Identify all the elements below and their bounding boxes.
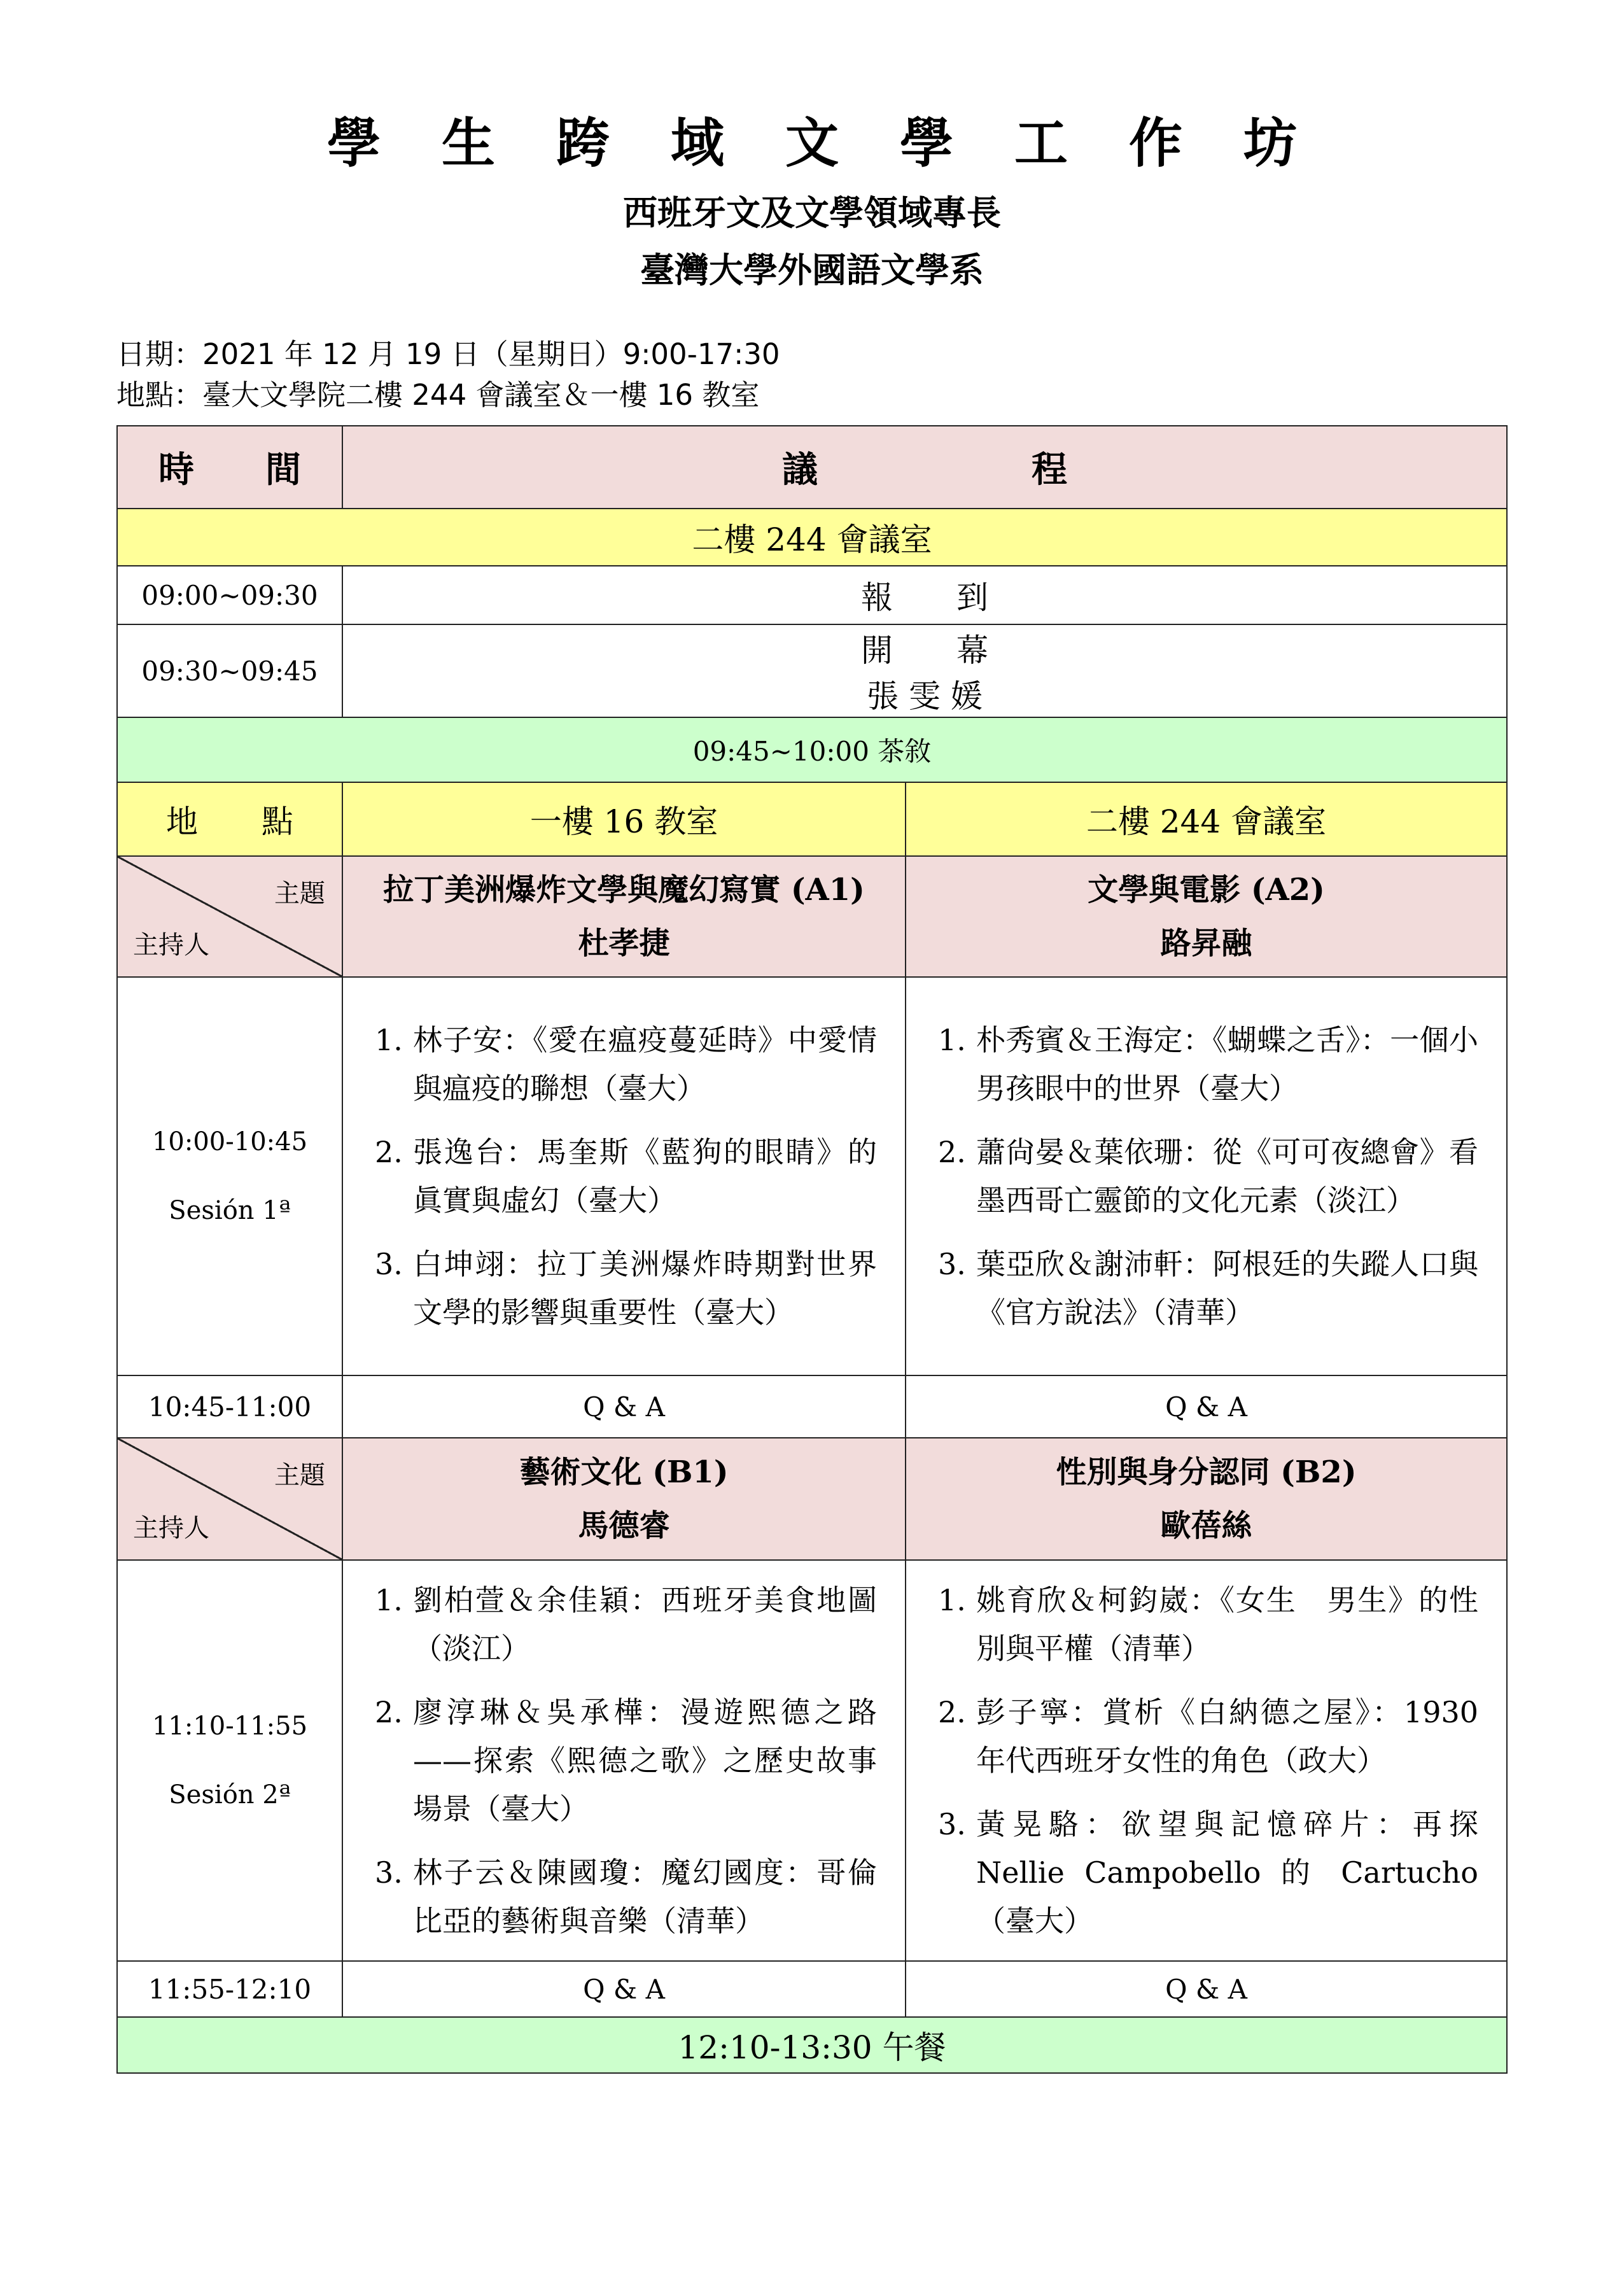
session1-a-host: 杜孝捷	[578, 925, 670, 961]
session2-b-host: 歐蓓絲	[1160, 1508, 1252, 1543]
header-agenda: 議 程	[342, 426, 1507, 509]
event-date: 日期：2021 年 12 月 19 日（星期日）9:00-17:30	[116, 337, 780, 371]
session2-qa-row	[117, 1961, 1507, 2017]
session2-a-host: 馬德睿	[578, 1508, 670, 1543]
topic-label: 主題	[274, 879, 325, 908]
opening-cell	[342, 624, 1507, 717]
location-label: 地 點	[117, 782, 342, 856]
session2-b-list	[906, 1576, 1506, 1945]
session2-a-topic: 藝術文化 (B1)	[519, 1454, 729, 1490]
session1-b-host: 路昇融	[1160, 925, 1252, 961]
session1-a-header	[342, 856, 906, 977]
list-item: 3. 黃晃駱：欲望與記憶碎片：再探 Nellie Campobello 的 Cartucho（臺大）	[938, 1807, 1478, 1938]
room-main: 二樓 244 會議室	[117, 509, 1507, 566]
topic-label: 主題	[274, 1461, 325, 1490]
topic-host-diagonal-cell	[117, 1438, 342, 1560]
tea-break: 09:45~10:00 茶敘	[117, 717, 1507, 782]
lunch-row	[117, 2017, 1507, 2073]
session1-topic-row	[117, 856, 1507, 977]
opening-label: 開 幕	[861, 632, 988, 669]
department-name: 臺灣大學外國語文學系	[640, 250, 984, 290]
session1-qa-time: 10:45-11:00	[117, 1375, 342, 1438]
room-b: 二樓 244 會議室	[906, 782, 1507, 856]
session1-time-cell	[117, 977, 342, 1375]
session2-a-list-cell	[342, 1560, 906, 1961]
list-item: 2. 彭子寧：賞析《白納德之屋》：1930 年代西班牙女性的角色（政大）	[938, 1695, 1478, 1778]
list-item: 2. 蕭尙晏＆葉依珊：從《可可夜總會》看墨西哥亡靈節的文化元素（淡江）	[938, 1135, 1478, 1218]
list-item: 2. 廖淳琳＆吳承樺：漫遊熙德之路——探索《熙德之歌》之歷史故事場景（臺大）	[375, 1695, 877, 1826]
session1-a-list	[343, 1016, 905, 1337]
session1-row	[117, 977, 1507, 1375]
header-time: 時 間	[117, 426, 342, 509]
list-item: 3. 白坤翊：拉丁美洲爆炸時期對世界文學的影響與重要性（臺大）	[375, 1247, 877, 1330]
topic-host-diagonal-cell	[117, 856, 342, 977]
session2-qa-a: Q & A	[342, 1961, 906, 2017]
department-specialty: 西班牙文及文學領域專長	[623, 193, 1001, 233]
table-header-row	[117, 426, 1507, 509]
event-place: 地點：臺大文學院二樓 244 會議室＆一樓 16 教室	[116, 378, 760, 412]
list-item: 3. 林子云＆陳國瓊：魔幻國度：哥倫比亞的藝術與音樂（清華）	[375, 1855, 877, 1938]
checkin-time: 09:00~09:30	[117, 566, 342, 624]
list-item: 1. 朴秀賓＆王海定：《蝴蝶之舌》：一個小男孩眼中的世界（臺大）	[938, 1023, 1478, 1106]
list-item: 2. 張逸台：馬奎斯《藍狗的眼睛》的眞實與虛幻（臺大）	[375, 1135, 877, 1218]
session1-b-list-cell	[906, 977, 1507, 1375]
list-item: 3. 葉亞欣＆謝沛軒：阿根廷的失蹤人口與《官方說法》（清華）	[938, 1247, 1478, 1330]
session1-qa-b: Q & A	[906, 1375, 1507, 1438]
lunch-break: 12:10-13:30 午餐	[117, 2017, 1507, 2073]
session2-time-cell	[117, 1560, 342, 1961]
session1-a-list-cell	[342, 977, 906, 1375]
session2-a-header	[342, 1438, 906, 1560]
opening-time: 09:30~09:45	[117, 624, 342, 717]
session1-qa-a: Q & A	[342, 1375, 906, 1438]
session1-qa-row	[117, 1375, 1507, 1438]
list-item: 1. 劉柏萱＆余佳穎：西班牙美食地圖（淡江）	[375, 1583, 877, 1666]
agenda-table	[116, 425, 1508, 2074]
session1-b-topic: 文學與電影 (A2)	[1088, 872, 1325, 908]
room-a: 一樓 16 教室	[342, 782, 906, 856]
host-label: 主持人	[133, 931, 209, 960]
session2-name: Sesión 2ª	[169, 1780, 291, 1810]
room-row	[117, 509, 1507, 566]
host-label: 主持人	[133, 1514, 209, 1543]
session2-b-topic: 性別與身分認同 (B2)	[1056, 1454, 1357, 1490]
session2-qa-time: 11:55-12:10	[117, 1961, 342, 2017]
session2-b-list-cell	[906, 1560, 1507, 1961]
opening-row	[117, 624, 1507, 717]
tea-row	[117, 717, 1507, 782]
opening-speaker: 張 雯 媛	[867, 678, 983, 715]
session2-topic-row	[117, 1438, 1507, 1560]
location-row	[117, 782, 1507, 856]
session2-b-header	[906, 1438, 1507, 1560]
session2-row	[117, 1560, 1507, 1961]
checkin-label: 報 到	[342, 566, 1507, 624]
session1-b-header	[906, 856, 1507, 977]
session1-name: Sesión 1ª	[169, 1196, 291, 1225]
list-item: 1. 姚育欣＆柯鈞崴：《女生 男生》的性別與平權（清華）	[938, 1583, 1478, 1666]
session2-time: 11:10-11:55	[151, 1712, 308, 1741]
session2-qa-b: Q & A	[906, 1961, 1507, 2017]
session1-time: 10:00-10:45	[151, 1127, 308, 1157]
session1-b-list	[906, 1016, 1506, 1337]
session1-a-topic: 拉丁美洲爆炸文學與魔幻寫實 (A1)	[383, 872, 865, 908]
session2-a-list	[343, 1576, 905, 1945]
page-title: 學生跨域文學工作坊	[326, 112, 1358, 174]
list-item: 1. 林子安：《愛在瘟疫蔓延時》中愛情與瘟疫的聯想（臺大）	[375, 1023, 877, 1106]
checkin-row	[117, 566, 1507, 624]
